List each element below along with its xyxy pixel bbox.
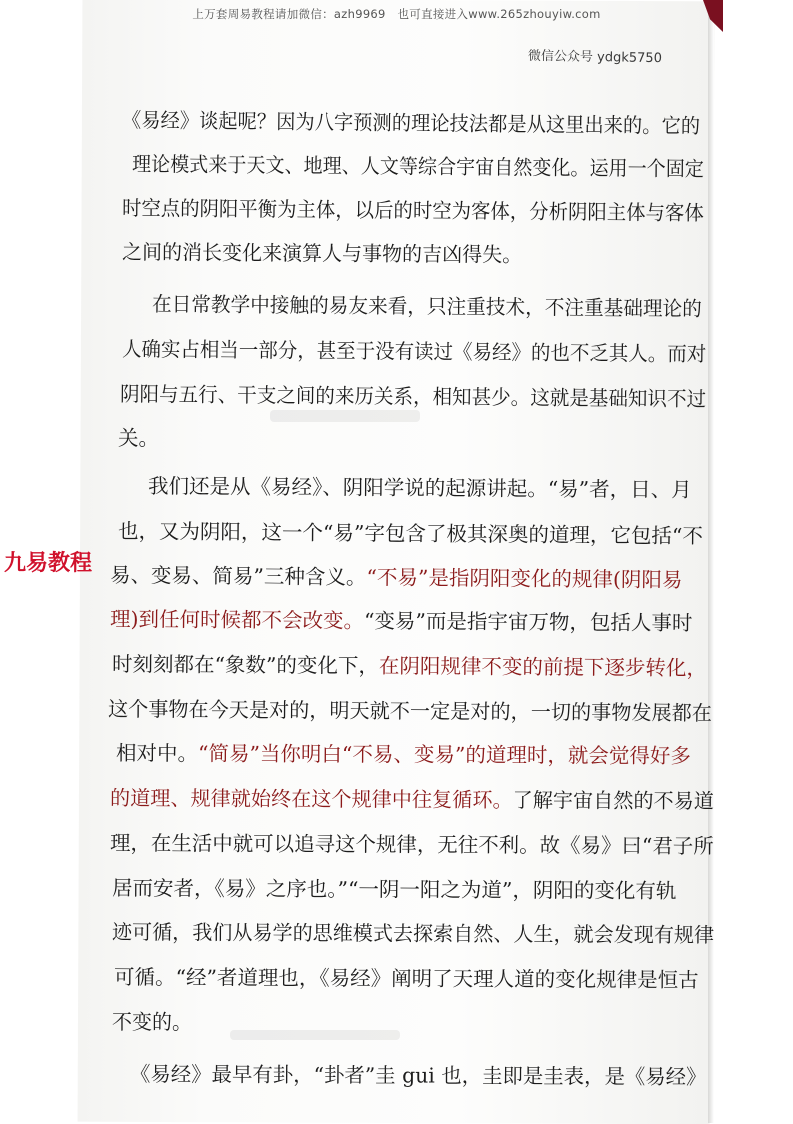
text-line bbox=[131, 150, 705, 183]
text-line bbox=[121, 238, 523, 269]
bleed-through-mark bbox=[230, 1030, 400, 1040]
text-line bbox=[109, 784, 714, 815]
text-line bbox=[148, 472, 706, 504]
text-line bbox=[121, 194, 704, 227]
side-label-logo: 九易教程 bbox=[4, 551, 93, 576]
text-line bbox=[110, 605, 710, 637]
text-segment: “变易”而是指宇宙万物，包括人事时 bbox=[363, 608, 693, 636]
page-edge bbox=[708, 0, 714, 1123]
highlighted-text: “不易”是指阴阳变化的规律(阴阳易 bbox=[366, 565, 683, 592]
text-line bbox=[129, 1060, 707, 1091]
text-segment: 不变的。 bbox=[112, 1010, 193, 1034]
wechat-account-header: 微信公众号 ydgk5750 bbox=[527, 48, 663, 67]
text-segment: 了解宇宙自然的不易道 bbox=[512, 788, 714, 814]
text-segment: 《易经》谈起呢？因为八字预测的理论技法都是从这里出来的。它的 bbox=[121, 108, 701, 139]
text-segment: 可循。“经”者道理也，《易经》阐明了天理人道的变化规律是恒古 bbox=[113, 965, 699, 993]
text-line bbox=[151, 290, 702, 323]
highlighted-text: 理)到任何时候都不会改变。 bbox=[109, 607, 365, 633]
text-line bbox=[114, 963, 714, 994]
text-line bbox=[111, 918, 715, 949]
text-segment: 时刻刻都在“象数”的变化下， bbox=[111, 652, 380, 678]
text-segment: 之间的消长变化来演算人与事物的吉凶得失。 bbox=[121, 240, 523, 267]
text-line bbox=[118, 424, 159, 452]
text-segment: 迹可循，我们从易学的思维模式去探索自然、人生，就会发现有规律 bbox=[111, 920, 715, 948]
highlighted-text: “简易”当你明白“不易、变易”的道理时，就会觉得好多 bbox=[197, 741, 691, 769]
text-line bbox=[121, 106, 701, 140]
text-segment: 相对中。 bbox=[115, 741, 199, 766]
text-segment: 这个事物在今天是对的，明天就不一定是对的，一切的事物发展都在 bbox=[107, 697, 712, 726]
text-line bbox=[116, 739, 714, 770]
highlighted-text: 的道理、规律就始终在这个规律中往复循环。 bbox=[109, 786, 513, 813]
highlighted-text: 在阴阳规律不变的前提下逐步转化， bbox=[378, 653, 708, 681]
text-segment: 在日常教学中接触的易友来看，只注重技术，不注重基础理论的 bbox=[151, 292, 702, 321]
text-line bbox=[110, 561, 710, 594]
text-segment: 也，又为阴阳，这一个“易”字包含了极其深奥的道理，它包括“不 bbox=[117, 519, 704, 549]
bleed-through-mark bbox=[270, 410, 420, 422]
text-segment: 易、变易、简易”三种含义。 bbox=[109, 563, 367, 590]
text-segment: 理，在生活中就可以追寻这个规律，无往不利。故《易》曰“君子所 bbox=[109, 831, 714, 859]
text-segment: 理论模式来于天文、地理、人文等综合宇宙自然变化。运用一个固定 bbox=[131, 152, 705, 181]
text-line bbox=[112, 874, 712, 905]
text-line bbox=[118, 517, 708, 550]
text-segment: 阴阳与五行、干支之间的来历关系，相知甚少。这就是基础知识不过 bbox=[119, 382, 707, 412]
text-line bbox=[112, 1008, 193, 1036]
text-segment: 《易经》最早有卦，“卦者”圭 gui 也，圭即是圭表，是《易经》 bbox=[129, 1062, 707, 1090]
text-segment: 人确实占相当一部分，甚至于没有读过《易经》的也不乏其人。而对 bbox=[121, 337, 707, 367]
top-watermark: 上万套周易教程请加微信：azh9969 也可直接进入www.265zhouyiw.com bbox=[192, 7, 601, 21]
text-segment: 关。 bbox=[118, 426, 159, 450]
text-segment: 时空点的阴阳平衡为主体，以后的时空为客体，分析阴阳主体与客体 bbox=[121, 196, 704, 226]
text-segment: 居而安者，《易》之序也。”“一阴一阳之为道”，阴阳的变化有轨 bbox=[111, 876, 677, 903]
text-line bbox=[110, 829, 713, 860]
text-line bbox=[112, 650, 710, 682]
text-line bbox=[121, 335, 707, 368]
text-line bbox=[107, 695, 712, 727]
text-segment: 我们还是从《易经》、阴阳学说的起源讲起。“易”者，日、月 bbox=[147, 474, 692, 502]
text-line bbox=[119, 380, 707, 413]
